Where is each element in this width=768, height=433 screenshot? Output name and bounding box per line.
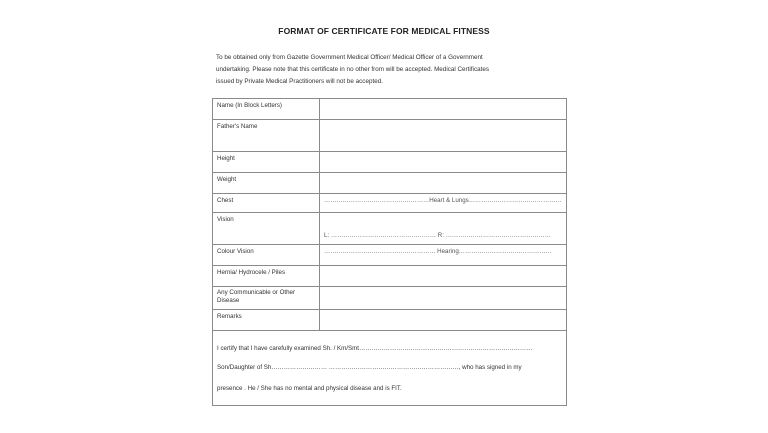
disease-value-cell <box>320 287 567 310</box>
vision-left-right-line: L: …………………………………………… R: …………………………………………… <box>324 232 551 239</box>
row-label-cell <box>213 99 320 120</box>
row-label: Any Communicable or Other Disease <box>217 289 296 304</box>
row-label-cell <box>213 245 320 266</box>
row-label-cell <box>213 173 320 194</box>
intro-line: undertaking. Please note that this certificate in no other from will be accepted. Medical Certificates <box>216 66 490 73</box>
row-label: Father's Name <box>217 123 258 130</box>
row-label-cell <box>213 152 320 173</box>
form-row-height <box>213 152 567 173</box>
row-label: Weight <box>217 176 237 183</box>
remarks-value-cell <box>320 310 567 331</box>
form-row-vision <box>213 213 567 245</box>
weight-value-cell <box>320 173 567 194</box>
row-label: Chest <box>217 197 234 204</box>
intro-line: To be obtained only from Gazette Government Medical Officer/ Medical Officer of a Government <box>216 54 483 61</box>
fitness-form-table <box>212 98 567 406</box>
certification-line: presence . He / She has no mental and physical disease and is FIT. <box>217 385 402 392</box>
intro-paragraph <box>216 52 556 88</box>
form-row-weight <box>213 173 567 194</box>
height-value-cell <box>320 152 567 173</box>
form-row-name <box>213 99 567 120</box>
form-row-remarks <box>213 310 567 331</box>
row-label-cell <box>213 266 320 287</box>
form-row-fathers-name <box>213 120 567 152</box>
chest-value-cell <box>320 194 567 213</box>
row-label: Hernia/ Hydrocele / Piles <box>217 269 286 276</box>
chest-heart-lungs-line: ……………………………………………Heart & Lungs……………………………………… <box>324 197 562 204</box>
name-value-cell <box>320 99 567 120</box>
row-label: Height <box>217 155 235 162</box>
form-row-certification <box>213 331 567 406</box>
intro-line: issued by Private Medical Practitioners will not be accepted. <box>216 78 383 85</box>
hernia-value-cell <box>320 266 567 287</box>
row-label: Name (In Block Letters) <box>217 102 282 109</box>
vision-value-cell <box>320 213 567 245</box>
row-label-cell <box>213 213 320 245</box>
form-row-hernia <box>213 266 567 287</box>
row-label: Colour Vision <box>217 248 254 255</box>
form-row-colour-vision <box>213 245 567 266</box>
document-title: FORMAT OF CERTIFICATE FOR MEDICAL FITNESS <box>278 26 490 36</box>
certification-line: I certify that I have carefully examined Sh. / Km/Smt………………………………………………………………………… <box>217 345 533 352</box>
fathers-name-value-cell <box>320 120 567 152</box>
form-row-disease <box>213 287 567 310</box>
row-label-cell <box>213 287 320 310</box>
row-label-cell <box>213 194 320 213</box>
colour-vision-value-cell <box>320 245 567 266</box>
certification-line: Son/Daughter of Sh……………………… ………………………………………………………, who has signed in my <box>217 364 522 371</box>
row-label: Remarks <box>217 313 242 320</box>
form-row-chest <box>213 194 567 213</box>
colour-vision-hearing-line: ……………………………………………… Hearing……………………………………… <box>324 248 552 255</box>
row-label-cell <box>213 120 320 152</box>
certification-cell <box>213 331 567 406</box>
row-label: Vision <box>217 216 234 223</box>
row-label-cell <box>213 310 320 331</box>
